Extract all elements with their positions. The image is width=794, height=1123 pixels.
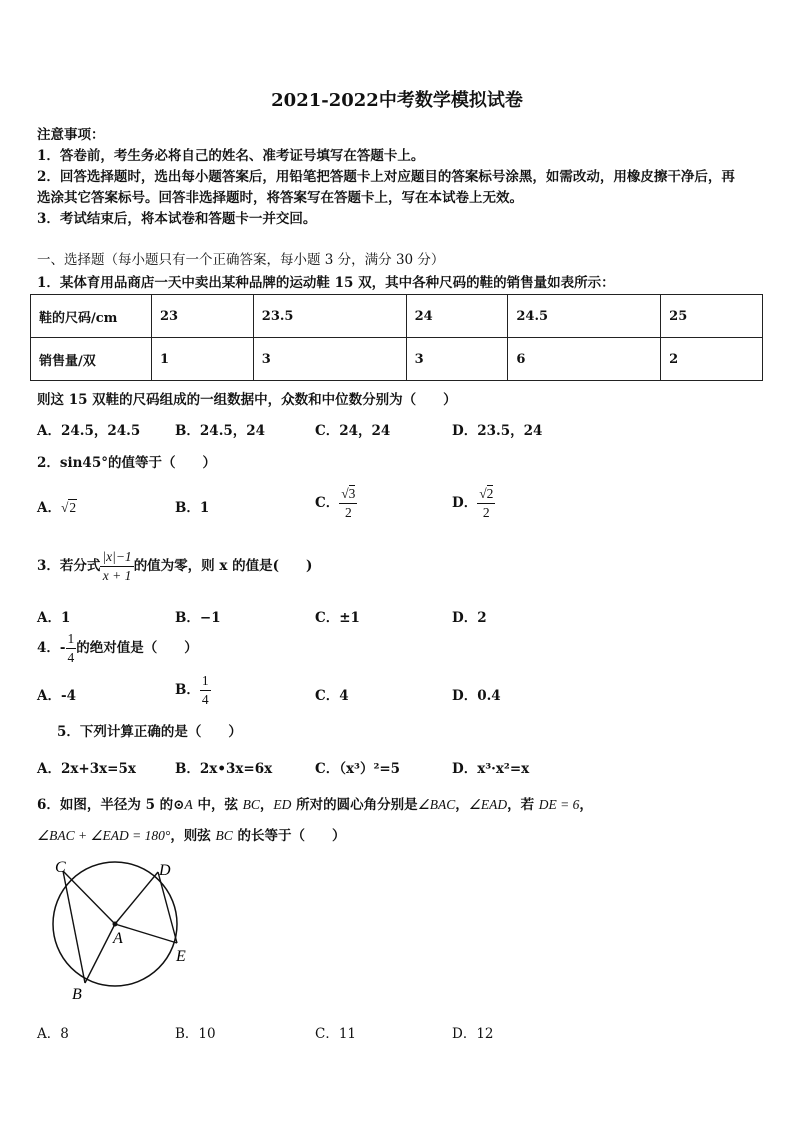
option-label: D． (452, 495, 478, 511)
label-e: E (176, 948, 186, 965)
fraction-denominator: 2 (482, 505, 490, 520)
page-title: 2021-2022中考数学模拟试卷 (271, 90, 523, 111)
math-symbol: A (184, 797, 193, 812)
q6-option-b: B．10 (175, 1026, 216, 1042)
radicand: 3 (348, 486, 356, 501)
label-c: C (55, 859, 66, 876)
math-symbol: ∠BAC (417, 797, 456, 812)
sqrt-expression: √2 (60, 500, 77, 515)
q2-option-d (452, 485, 495, 522)
table-cell: 23.5 (253, 295, 406, 338)
chord-bc (63, 871, 85, 983)
fraction-denominator: 2 (344, 505, 352, 520)
q1-option-c: C．24，24 (315, 423, 391, 439)
option-label: A． (37, 500, 61, 516)
text-segment: ，若 (507, 797, 539, 813)
center-point (113, 922, 118, 927)
radicand: 2 (486, 486, 494, 501)
q1-question: 则这 15 双鞋的尺码组成的一组数据中，众数和中位数分别为（ ） (37, 392, 457, 408)
radicand: 2 (69, 500, 77, 515)
fraction-denominator: x + 1 (102, 568, 132, 583)
q5-stem: 5．下列计算正确的是（ ） (57, 724, 242, 740)
option-label: C． (315, 495, 340, 511)
q1-option-d: D．23.5，24 (452, 423, 543, 439)
table-cell: 25 (661, 295, 763, 338)
fraction-numerator: 1 (200, 672, 211, 691)
q3-stem (37, 548, 312, 585)
label-d: D (159, 862, 171, 879)
q5-option-b: B．2x•3x=6x (175, 761, 273, 777)
q5-option-a: A．2x+3x=5x (37, 761, 136, 777)
circle-figure (40, 855, 200, 1005)
notice-line-3: 3．考试结束后，将本试卷和答题卡一并交回。 (37, 211, 317, 227)
text-segment: 的长等于（ ） (232, 828, 346, 844)
text-segment: ，则弦 (170, 828, 216, 844)
notice-heading: 注意事项： (37, 127, 105, 143)
text-segment: 6．如图，半径为 5 的⊙ (37, 797, 185, 813)
fraction-numerator: √2 (477, 485, 495, 504)
radius-ab (85, 924, 115, 983)
text-segment: 所对的圆心角分别是 (291, 797, 418, 813)
q4-option-d: D．0.4 (452, 688, 501, 704)
table-cell: 3 (406, 338, 508, 381)
q1-stem: 1．某体育用品商店一天中卖出某种品牌的运动鞋 15 双，其中各种尺码的鞋的销售量如表所示： (37, 275, 615, 291)
q4-prefix: 4．- (37, 640, 66, 656)
fraction-numerator: 1 (66, 630, 77, 649)
table-cell: 1 (152, 338, 254, 381)
q3-option-d: D．2 (452, 610, 487, 626)
table-cell: 24 (406, 295, 508, 338)
q2-stem: 2．sin45°的值等于（ ） (37, 455, 216, 471)
text-segment: ， (579, 797, 593, 813)
fraction-denominator: 4 (201, 692, 209, 707)
text-segment: ， (259, 797, 274, 813)
table-cell: 3 (253, 338, 406, 381)
q4-option-b (175, 672, 211, 709)
table-cell: 24.5 (508, 295, 661, 338)
fraction (66, 630, 77, 667)
text-segment: ， (455, 797, 469, 813)
radius-ad (115, 872, 158, 924)
table-cell: 2 (661, 338, 763, 381)
q6-line-1 (37, 793, 593, 813)
q3-prefix: 3．若分式 (37, 558, 101, 574)
fraction (477, 485, 495, 522)
q1-option-a: A．24.5，24.5 (37, 423, 141, 439)
q2-option-c (315, 485, 357, 522)
math-symbol: ∠EAD (468, 797, 508, 812)
table-row (31, 295, 763, 338)
math-symbol: BC (242, 797, 260, 812)
math-symbol: ∠BAC + ∠EAD = 180° (37, 828, 171, 843)
q4-suffix: 的绝对值是（ ） (76, 640, 198, 656)
math-symbol: DE = 6 (538, 797, 580, 812)
fraction (339, 485, 357, 522)
q6-line-2 (37, 824, 345, 844)
math-symbol: ED (273, 797, 292, 812)
q3-option-a: A．1 (37, 610, 71, 626)
q5-option-c: C．（x³）²=5 (315, 761, 401, 777)
fraction-numerator: |x|−1 (100, 548, 133, 567)
label-a: A (113, 930, 123, 947)
math-symbol: BC (215, 828, 233, 843)
q6-option-a: A．8 (37, 1026, 69, 1042)
option-label: B． (175, 682, 200, 698)
shoe-size-table (30, 294, 763, 381)
notice-line-1: 1．答卷前，考生务必将自己的姓名、准考证号填写在答题卡上。 (37, 148, 425, 164)
q6-option-d: D．12 (452, 1026, 494, 1042)
q3-option-c: C．±1 (315, 610, 360, 626)
q2-option-b: B．1 (175, 500, 210, 516)
fraction (100, 548, 133, 585)
table-row (31, 338, 763, 381)
radius-ae (115, 924, 177, 943)
q4-option-c: C．4 (315, 688, 349, 704)
table-cell: 鞋的尺码/cm (31, 295, 152, 338)
label-b: B (72, 986, 82, 1003)
q5-option-d: D．x³·x²=x (452, 761, 530, 777)
fraction (200, 672, 211, 709)
q4-stem (37, 630, 198, 667)
q6-option-c: C．11 (315, 1026, 357, 1042)
table-cell: 23 (152, 295, 254, 338)
notice-line-2: 2．回答选择题时，选出每小题答案后，用铅笔把答题卡上对应题目的答案标号涂黑，如需改动，用橡皮擦干净后，再 (37, 169, 735, 185)
text-segment: 中，弦 (192, 797, 243, 813)
fraction-numerator: √3 (339, 485, 357, 504)
notice-line-2-cont: 选涂其它答案标号。回答非选择题时，将答案写在答题卡上，写在本试卷上无效。 (37, 190, 523, 206)
q2-option-a (37, 496, 77, 516)
q1-option-b: B．24.5，24 (175, 423, 266, 439)
radius-ac (63, 871, 115, 924)
q3-option-b: B．−1 (175, 610, 221, 626)
table-cell: 6 (508, 338, 661, 381)
table-cell: 销售量/双 (31, 338, 152, 381)
q3-suffix: 的值为零，则 x 的值是( ) (133, 558, 313, 574)
q4-option-a: A．-4 (37, 688, 76, 704)
section-heading: 一、选择题（每小题只有一个正确答案，每小题 3 分，满分 30 分） (37, 252, 445, 268)
fraction-denominator: 4 (67, 650, 75, 665)
